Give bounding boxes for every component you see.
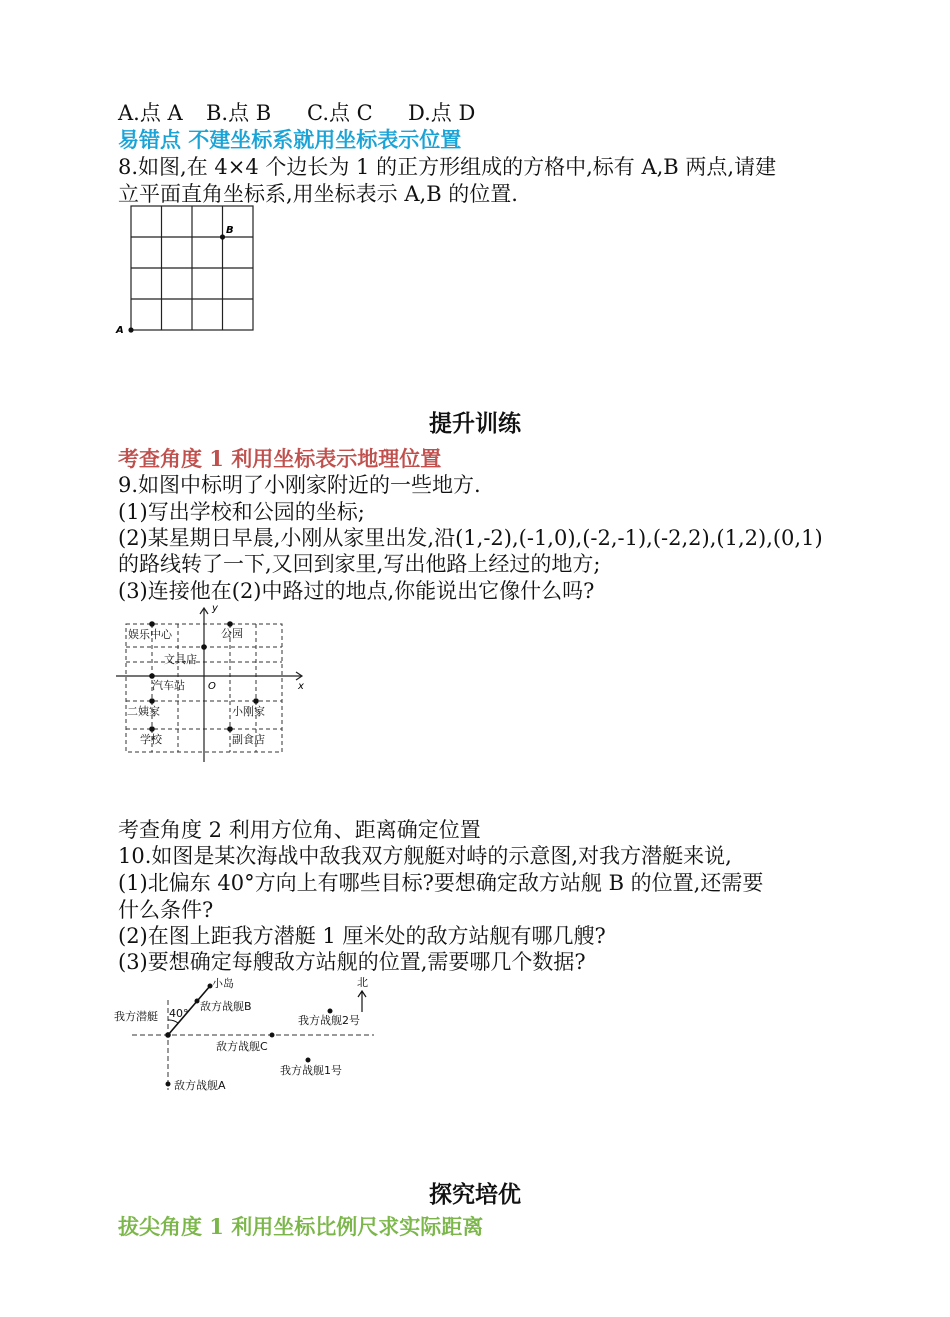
label-enemy-b: 敌方战舰B xyxy=(200,1000,252,1013)
q10-diagram-figure xyxy=(112,972,387,1097)
point-aunt-home xyxy=(149,698,155,704)
q10-line1: 10.如图是某次海战中敌我双方舰艇对峙的示意图,对我方潜艇来说, xyxy=(118,844,732,868)
label-our-ship2: 我方战舰2号 xyxy=(298,1014,360,1027)
label-xiaogang-home: 小刚家 xyxy=(232,705,265,718)
point-stationery xyxy=(201,644,207,650)
option-d: D.点 D xyxy=(408,101,476,125)
label-school: 学校 xyxy=(140,733,162,746)
y-axis-label: y xyxy=(212,603,218,614)
q10-line2: (1)北偏东 40°方向上有哪些目标?要想确定敌方站舰 B 的位置,还需要 xyxy=(118,871,764,895)
q8-line1: 8.如图,在 4×4 个边长为 1 的正方形组成的方格中,标有 A,B 两点,请建 xyxy=(118,155,777,179)
point-enemy-b xyxy=(195,999,200,1004)
point-our-ship1 xyxy=(306,1058,311,1063)
option-a: A.点 A xyxy=(118,101,183,125)
point-xiaogang-home xyxy=(253,698,259,704)
label-entertainment: 娱乐中心 xyxy=(128,628,172,641)
q8-grid-figure xyxy=(112,203,262,338)
point-park xyxy=(227,621,233,627)
q10-line4: (2)在图上距我方潜艇 1 厘米处的敌方站舰有哪几艘? xyxy=(118,924,606,948)
q9-line3: (2)某星期日早晨,小刚从家里出发,沿(1,-2),(-1,0),(-2,-1),(-2,2),(1,2),(0,1) xyxy=(118,526,823,550)
q8-line2: 立平面直角坐标系,用坐标表示 A,B 的位置. xyxy=(118,182,518,206)
north-label: 北 xyxy=(357,976,368,989)
grid-lines xyxy=(131,206,253,330)
label-our-sub: 我方潜艇 xyxy=(114,1010,158,1023)
label-bus-stop: 汽车站 xyxy=(152,679,185,692)
error-point-heading: 易错点 不建坐标系就用坐标表示位置 xyxy=(118,127,462,152)
q9-line4: 的路线转了一下,又回到家里,写出他路上经过的地方; xyxy=(118,552,601,576)
q9-line5: (3)连接他在(2)中路过的地点,你能说出它像什么吗? xyxy=(118,579,595,603)
q9-line2: (1)写出学校和公园的坐标; xyxy=(118,500,365,524)
q10-line5: (3)要想确定每艘敌方站舰的位置,需要哪几个数据? xyxy=(118,950,586,974)
label-angle: 40° xyxy=(169,1007,189,1020)
answer-options xyxy=(118,100,475,126)
q10-line3: 什么条件? xyxy=(118,898,214,922)
label-grocery: 副食店 xyxy=(232,733,265,746)
q9-map-figure xyxy=(110,600,315,765)
angle-arc xyxy=(168,1020,178,1023)
point-our-ship2 xyxy=(328,1009,333,1014)
section-explore-title: 探究培优 xyxy=(429,1181,521,1208)
point-bus-stop xyxy=(149,673,155,679)
label-enemy-a: 敌方战舰A xyxy=(174,1079,226,1092)
q9-line1: 9.如图中标明了小刚家附近的一些地方. xyxy=(118,473,481,497)
label-aunt-home: 二姨家 xyxy=(127,705,160,718)
x-axis-label: x xyxy=(298,681,304,692)
point-school xyxy=(149,726,155,732)
angle2-heading: 考查角度 2 利用方位角、距离确定位置 xyxy=(118,818,481,842)
point-entertainment xyxy=(149,621,155,627)
option-b: B.点 B xyxy=(206,101,272,125)
north-arrow xyxy=(358,991,366,1012)
point-our-sub xyxy=(165,1032,171,1038)
point-grocery xyxy=(227,726,233,732)
label-b: B xyxy=(226,225,234,236)
section-improve-title: 提升训练 xyxy=(429,410,521,437)
point-enemy-a xyxy=(166,1082,171,1087)
option-c: C.点 C xyxy=(307,101,373,125)
label-island: 小岛 xyxy=(212,977,234,990)
label-enemy-c: 敌方战舰C xyxy=(216,1040,268,1053)
point-b xyxy=(220,234,225,239)
point-a xyxy=(128,327,133,332)
origin-label: O xyxy=(208,681,216,692)
label-a: A xyxy=(116,325,124,336)
point-enemy-c xyxy=(270,1033,275,1038)
label-our-ship1: 我方战舰1号 xyxy=(280,1064,342,1077)
label-stationery: 文具店 xyxy=(164,653,197,666)
angle1-heading: 考查角度 1 利用坐标表示地理位置 xyxy=(118,446,442,471)
top-angle1-heading: 拔尖角度 1 利用坐标比例尺求实际距离 xyxy=(118,1214,484,1239)
label-park: 公园 xyxy=(221,627,243,640)
